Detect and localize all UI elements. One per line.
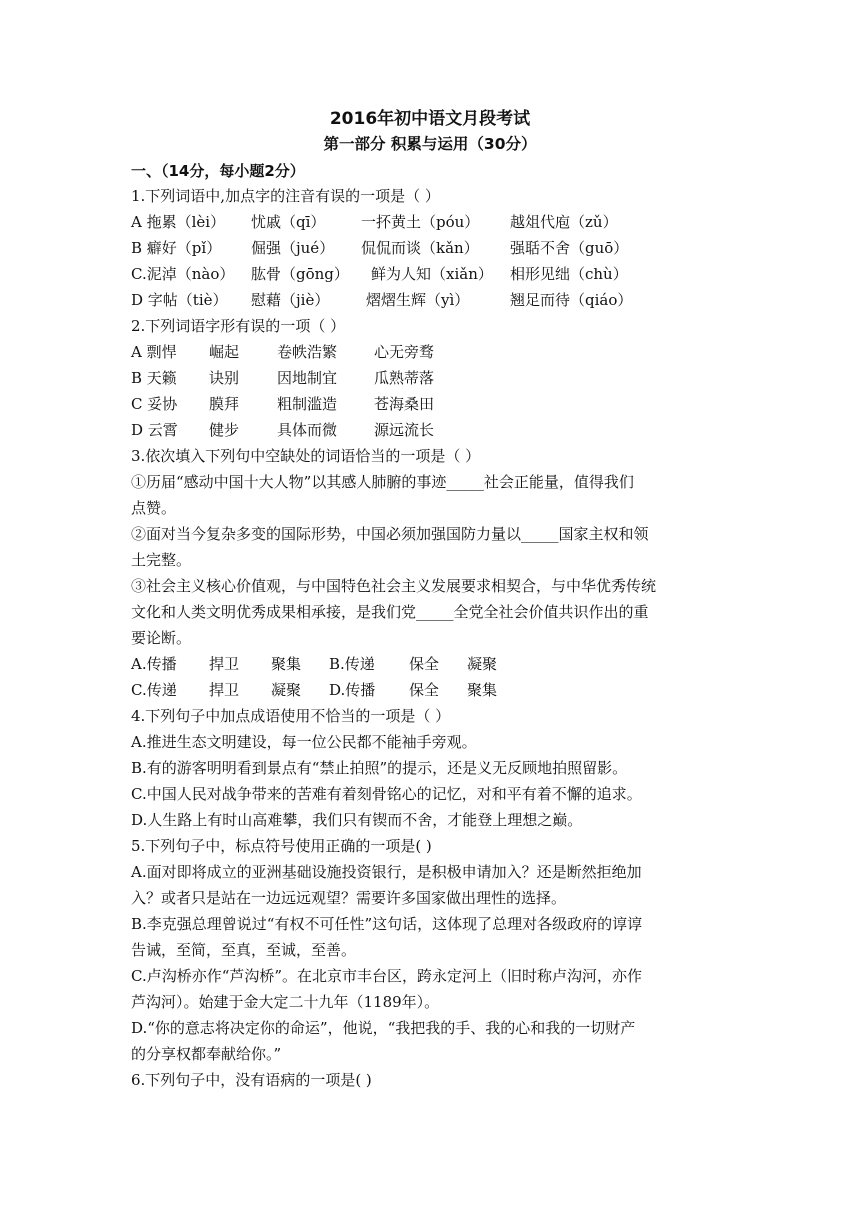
- option-text: C.泥淖（nào）: [131, 265, 235, 283]
- option-text: 瓜熟蒂落: [374, 369, 435, 387]
- question-3-text-line: ③社会主义核心价值观，与中国特色社会主义发展要求相契合，与中华优秀传统: [131, 577, 657, 595]
- option-text: 苍海桑田: [374, 395, 435, 413]
- question-2-option-a: [131, 342, 731, 362]
- question-2-stem: 2.下列词语字形有误的一项（ ）: [131, 317, 346, 335]
- option-text: 肱骨（gōng）: [251, 265, 349, 283]
- question-1-option-b: [131, 238, 731, 258]
- question-2-option-c: [131, 394, 731, 414]
- question-3-stem: 3.依次填入下列句中空缺处的词语恰当的一项是（ ）: [131, 447, 481, 465]
- option-text: B 癖好（pǐ）: [131, 239, 222, 257]
- question-3-options-row: [131, 680, 731, 700]
- option-text: 心无旁骛: [374, 343, 435, 361]
- option-text: A 拖累（lèi）: [131, 213, 226, 231]
- option-text: 倔强（jué）: [251, 239, 335, 257]
- question-1-option-a: [131, 212, 731, 232]
- question-5-text-line: 入？或者只是站在一边远远观望？需要许多国家做出理性的选择。: [131, 889, 567, 907]
- question-5-text-line: A.面对即将成立的亚洲基础设施投资银行，是积极申请加入？还是断然拒绝加: [131, 863, 642, 881]
- option-text: 崛起: [209, 343, 240, 361]
- option-text: 聚集: [271, 655, 302, 673]
- option-text: 捍卫: [209, 681, 240, 699]
- question-2-option-d: [131, 420, 731, 440]
- question-3-text-line: 土完整。: [131, 551, 192, 569]
- question-5-text-line: 的分享权都奉献给你。”: [131, 1045, 282, 1063]
- option-text: 熠熠生辉（yì）: [366, 291, 470, 309]
- section-heading: 一、（14分，每小题2分）: [131, 162, 305, 180]
- question-5-text-line: C.卢沟桥亦作“芦沟桥”。在北京市丰台区，跨永定河上（旧时称卢沟河，亦作: [131, 967, 643, 985]
- question-5-text-line: D.“你的意志将决定你的命运”，他说，“我把我的手、我的心和我的一切财产: [131, 1019, 636, 1037]
- option-text: 凝聚: [271, 681, 302, 699]
- part-title: 第一部分 积累与运用（30分）: [323, 135, 537, 153]
- option-text: C.传递: [131, 681, 177, 699]
- option-text: 诀别: [209, 369, 240, 387]
- option-text: 相形见绌（chù）: [510, 265, 628, 283]
- question-4-option-b: B.有的游客明明看到景点有“禁止拍照”的提示，还是义无反顾地拍照留影。: [131, 759, 628, 777]
- option-text: B 天籁: [131, 369, 177, 387]
- option-text: 慰藉（jiè）: [251, 291, 330, 309]
- option-text: B.传递: [329, 655, 375, 673]
- option-text: 健步: [209, 421, 240, 439]
- question-4-option-c: C.中国人民对战争带来的苦难有着刻骨铭心的记忆，对和平有着不懈的追求。: [131, 785, 642, 803]
- option-text: 因地制宜: [277, 369, 338, 387]
- question-3-text-line: 要论断。: [131, 629, 192, 647]
- question-1-option-c: [131, 264, 731, 284]
- question-3-text-line: 文化和人类文明优秀成果相承接，是我们党_____全党全社会价值共识作出的重: [131, 603, 649, 621]
- option-text: 聚集: [467, 681, 498, 699]
- question-1-option-d: [131, 290, 731, 310]
- option-text: 捍卫: [209, 655, 240, 673]
- option-text: 凝聚: [467, 655, 498, 673]
- question-4-option-d: D.人生路上有时山高难攀，我们只有锲而不舍，才能登上理想之巅。: [131, 811, 583, 829]
- question-3-options-row: [131, 654, 731, 674]
- question-5-text-line: 芦沟河）。始建于金大定二十九年（1189年）。: [131, 993, 440, 1011]
- option-text: D 字帖（tiè）: [131, 291, 228, 309]
- option-text: A 剽悍: [131, 343, 177, 361]
- question-2-option-b: [131, 368, 731, 388]
- option-text: 翘足而待（qiáo）: [510, 291, 633, 309]
- option-text: 膜拜: [209, 395, 240, 413]
- option-text: 粗制滥造: [277, 395, 338, 413]
- option-text: 鲜为人知（xiǎn）: [371, 265, 493, 283]
- option-text: 侃侃而谈（kǎn）: [361, 239, 479, 257]
- option-text: 忧戚（qī）: [251, 213, 326, 231]
- question-4-option-a: A.推进生态文明建设，每一位公民都不能袖手旁观。: [131, 733, 477, 751]
- question-3-text-line: 点赞。: [131, 499, 177, 517]
- question-3-text-line: ②面对当今复杂多变的国际形势，中国必须加强国防力量以_____国家主权和领: [131, 525, 649, 543]
- question-3-text-line: ①历届“感动中国十大人物”以其感人肺腑的事迹_____社会正能量，值得我们: [131, 473, 634, 491]
- option-text: 越俎代庖（zǔ）: [510, 213, 618, 231]
- option-text: C 妥协: [131, 395, 178, 413]
- option-text: 保全: [409, 655, 440, 673]
- option-text: D.传播: [329, 681, 376, 699]
- option-text: D 云霄: [131, 421, 178, 439]
- option-text: 保全: [409, 681, 440, 699]
- question-5-stem: 5.下列句子中，标点符号使用正确的一项是( ): [131, 837, 432, 855]
- option-text: 强聒不舍（guō）: [510, 239, 629, 257]
- question-5-text-line: B.李克强总理曾说过“有权不可任性”这句话，这体现了总理对各级政府的谆谆: [131, 915, 643, 933]
- question-1-stem: 1.下列词语中,加点字的注音有误的一项是（ ）: [131, 187, 440, 205]
- option-text: 具体而微: [277, 421, 338, 439]
- option-text: 一抔黄土（póu）: [361, 213, 480, 231]
- question-5-text-line: 告诫，至简，至真，至诚，至善。: [131, 941, 357, 959]
- option-text: 卷帙浩繁: [277, 343, 338, 361]
- option-text: 源远流长: [374, 421, 435, 439]
- exam-title: 2016年初中语文月段考试: [329, 109, 531, 129]
- option-text: A.传播: [131, 655, 177, 673]
- question-6-stem: 6.下列句子中，没有语病的一项是( ): [131, 1071, 372, 1089]
- question-4-stem: 4.下列句子中加点成语使用不恰当的一项是（ ）: [131, 707, 451, 725]
